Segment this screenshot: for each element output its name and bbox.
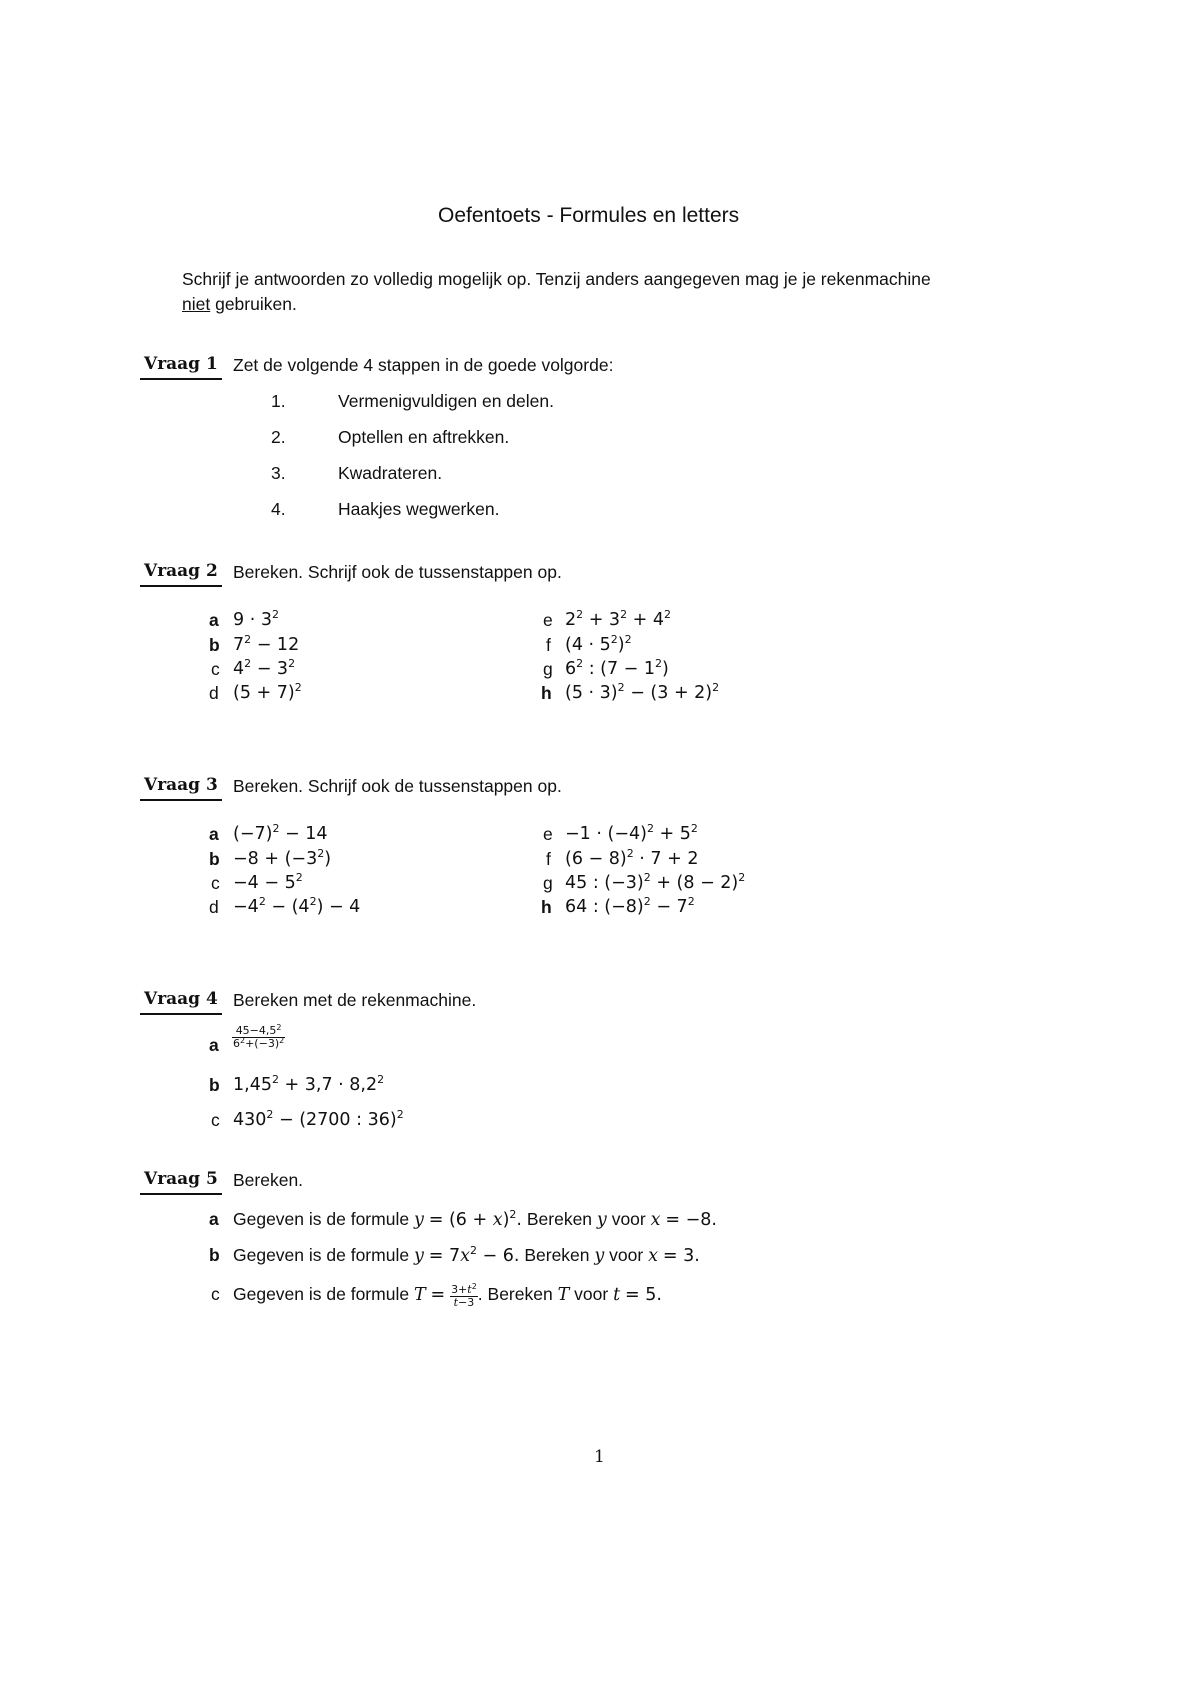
bereken-text: Bereken bbox=[524, 1245, 590, 1265]
q5-label: Vraag 5 bbox=[144, 1169, 218, 1189]
q4-prompt: Bereken met de rekenmachine. bbox=[233, 990, 477, 1010]
q2-expression-h: $(5 \cdot 3)^2 - (3 + 2)^2$ bbox=[565, 681, 720, 703]
q1-label: Vraag 1 bbox=[144, 354, 218, 374]
q4-letter: b bbox=[209, 1075, 220, 1095]
q1-prompt: Zet de volgende 4 stappen in de goede volgorde: bbox=[233, 355, 614, 375]
q2-expression-e: $2^2 + 3^2 + 4^2$ bbox=[565, 608, 672, 630]
q1-item-num: 3. bbox=[271, 463, 286, 483]
q2-expression-g: $6^2$ : $(7 - 1^2)$ bbox=[565, 657, 669, 679]
q3-expression-f: $(6 - 8)^2 \cdot 7 + 2$ bbox=[565, 847, 699, 869]
q2-letter: e bbox=[543, 610, 553, 630]
q3-letter: e bbox=[543, 824, 553, 844]
q5-letter: c bbox=[211, 1284, 220, 1304]
q3-letter: d bbox=[209, 897, 219, 917]
q5-letter: b bbox=[209, 1245, 220, 1265]
page-title: Oefentoets - Formules en letters bbox=[438, 204, 740, 227]
q2-expression-d: $(5 + 7)^2$ bbox=[233, 681, 302, 703]
q1-label-underline bbox=[140, 378, 222, 380]
given-text: Gegeven is de formule bbox=[233, 1209, 410, 1229]
q3-letter: a bbox=[209, 824, 219, 844]
q5-item-b: Gegeven is de formule $y = 7x^2 - 6$. Bereken y voor x = 3. bbox=[233, 1244, 700, 1266]
q2-letter: a bbox=[209, 610, 219, 630]
q3-expression-d: $-4^2 - (4^2) - 4$ bbox=[233, 895, 361, 917]
q3-letter: c bbox=[211, 873, 220, 893]
q2-letter: f bbox=[546, 635, 551, 655]
q2-expression-a: $9 \cdot 3^2$ bbox=[233, 608, 279, 630]
q1-item-text: Vermenigvuldigen en delen. bbox=[338, 391, 554, 411]
q2-letter: c bbox=[211, 659, 220, 679]
intro-line-2 bbox=[182, 293, 297, 315]
q4-letter: a bbox=[209, 1035, 219, 1055]
bereken-text: Bereken bbox=[487, 1284, 553, 1304]
intro-underlined-word: niet bbox=[182, 294, 211, 314]
q5-prompt: Bereken. bbox=[233, 1170, 304, 1190]
q1-item-num: 1. bbox=[271, 391, 286, 411]
q4-expression-c: $430^2 - (2700$ : 36)$^2$ bbox=[233, 1108, 404, 1130]
q4-expression-a bbox=[232, 1025, 285, 1050]
q5-letter: a bbox=[209, 1209, 219, 1229]
q2-label-underline bbox=[140, 585, 222, 587]
q3-letter: b bbox=[209, 849, 220, 869]
q1-item-text: Kwadrateren. bbox=[338, 463, 443, 483]
q5-item-a: Gegeven is de formule $y = (6 + x)^2$. Bereken y voor x = −8. bbox=[233, 1208, 717, 1230]
q5-item-c: Gegeven is de formule T = $\frac{3+t^2}{t-3}$ . Bereken T voor t = 5. bbox=[233, 1282, 662, 1309]
q2-prompt: Bereken. Schrijf ook de tussenstappen op. bbox=[233, 562, 562, 582]
voor-text: voor bbox=[611, 1209, 646, 1229]
q4-expression-b: $1,45^2 + 3,7 \cdot 8,2^2$ bbox=[233, 1073, 385, 1095]
q2-letter: d bbox=[209, 683, 219, 703]
q2-letter: b bbox=[209, 635, 220, 655]
q1-item-text: Haakjes wegwerken. bbox=[338, 499, 500, 519]
q5-label-underline bbox=[140, 1193, 222, 1195]
q3-letter: g bbox=[543, 873, 553, 893]
q4-label-underline bbox=[140, 1013, 222, 1015]
page-number: 1 bbox=[594, 1447, 605, 1467]
q3-letter: h bbox=[541, 897, 552, 917]
bereken-text: Bereken bbox=[526, 1209, 593, 1229]
q2-expression-b: $7^2 - 12$ bbox=[233, 633, 300, 655]
q2-expression-c: $4^2 - 3^2$ bbox=[233, 657, 296, 679]
fraction: $\frac{45-4,5^2}{6^2+(-3)^2}$ bbox=[233, 1023, 285, 1050]
q3-expression-c: $-4 - 5^2$ bbox=[233, 871, 303, 893]
voor-text: voor bbox=[609, 1245, 644, 1265]
q1-item-num: 4. bbox=[271, 499, 286, 519]
q2-label: Vraag 2 bbox=[144, 561, 218, 581]
q4-letter: c bbox=[211, 1110, 220, 1130]
voor-text: voor bbox=[574, 1284, 609, 1304]
fraction: $\frac{3+t^2}{t-3}$ bbox=[451, 1282, 477, 1309]
q3-prompt: Bereken. Schrijf ook de tussenstappen op. bbox=[233, 776, 562, 796]
q1-item-num: 2. bbox=[271, 427, 286, 447]
intro-line-2-rest: gebruiken. bbox=[210, 294, 297, 314]
q3-expression-e: $-1 \cdot (-4)^2 + 5^2$ bbox=[565, 822, 698, 844]
q3-expression-h: 64 : $(-8)^2 - 7^2$ bbox=[565, 895, 695, 917]
q3-label-underline bbox=[140, 799, 222, 801]
given-text: Gegeven is de formule bbox=[233, 1245, 410, 1265]
q2-letter: g bbox=[543, 659, 553, 679]
q4-label: Vraag 4 bbox=[144, 989, 218, 1009]
q3-expression-a: $(-7)^2 - 14$ bbox=[233, 822, 328, 844]
intro-line-1: Schrijf je antwoorden zo volledig mogelijk op. Tenzij anders aangegeven mag je je rekenmachine bbox=[182, 269, 931, 289]
given-text: Gegeven is de formule bbox=[233, 1284, 410, 1304]
q3-label: Vraag 3 bbox=[144, 775, 218, 795]
q3-expression-g: 45 : $(-3)^2 + (8 - 2)^2$ bbox=[565, 871, 746, 893]
q3-expression-b: $-8 + (-3^2)$ bbox=[233, 847, 332, 869]
q1-item-text: Optellen en aftrekken. bbox=[338, 427, 510, 447]
q3-letter: f bbox=[546, 849, 551, 869]
q2-expression-f: $(4 \cdot 5^2)^2$ bbox=[565, 633, 632, 655]
q2-letter: h bbox=[541, 683, 552, 703]
